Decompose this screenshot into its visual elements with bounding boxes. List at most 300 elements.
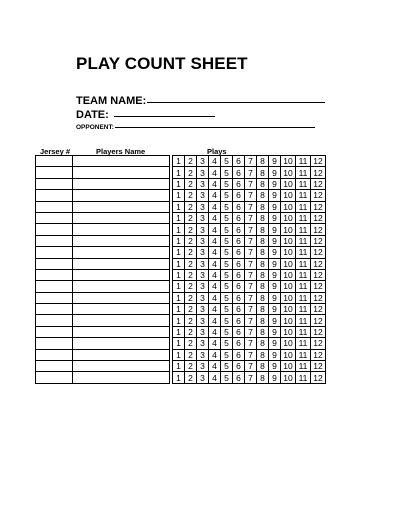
play-number-cell[interactable]: 10 [281, 304, 296, 315]
play-number-cell[interactable]: 1 [173, 235, 185, 246]
play-number-cell[interactable]: 4 [209, 258, 221, 269]
play-number-cell[interactable]: 12 [311, 315, 326, 326]
play-number-cell[interactable]: 4 [209, 156, 221, 167]
play-number-cell[interactable]: 9 [269, 201, 281, 212]
play-number-cell[interactable]: 4 [209, 269, 221, 280]
play-number-cell[interactable]: 9 [269, 361, 281, 372]
opponent-label: OPPONENT: [76, 124, 114, 131]
play-number-cell[interactable]: 9 [269, 304, 281, 315]
play-number-cell[interactable]: 5 [221, 190, 233, 201]
play-number-cell[interactable]: 6 [233, 281, 245, 292]
play-number-cell[interactable]: 5 [221, 361, 233, 372]
play-number-cell[interactable]: 10 [281, 178, 296, 189]
jersey-cell[interactable] [36, 212, 73, 223]
play-number-cell[interactable]: 7 [245, 315, 257, 326]
jersey-cell[interactable] [36, 361, 73, 372]
jersey-cell[interactable] [36, 292, 73, 303]
play-number-cell[interactable]: 3 [197, 326, 209, 337]
play-number-cell[interactable]: 8 [257, 304, 269, 315]
player-name-cell[interactable] [73, 361, 170, 372]
table-row [36, 326, 326, 337]
jersey-cell[interactable] [36, 258, 73, 269]
player-name-cell[interactable] [73, 201, 170, 212]
jersey-cell[interactable] [36, 269, 73, 280]
play-number-cell[interactable]: 9 [269, 281, 281, 292]
play-number-cell[interactable]: 8 [257, 372, 269, 383]
player-name-cell[interactable] [73, 156, 170, 167]
play-number-cell[interactable]: 7 [245, 178, 257, 189]
play-number-cell[interactable]: 4 [209, 235, 221, 246]
play-number-cell[interactable]: 1 [173, 292, 185, 303]
play-number-cell[interactable]: 1 [173, 304, 185, 315]
play-number-cell[interactable]: 6 [233, 361, 245, 372]
play-number-cell[interactable]: 2 [185, 167, 197, 178]
jersey-cell[interactable] [36, 372, 73, 383]
play-number-cell[interactable]: 10 [281, 372, 296, 383]
play-number-cell[interactable]: 6 [233, 167, 245, 178]
play-number-cell[interactable]: 11 [296, 224, 311, 235]
play-number-cell[interactable]: 2 [185, 224, 197, 235]
play-number-cell[interactable]: 10 [281, 315, 296, 326]
play-number-cell[interactable]: 9 [269, 156, 281, 167]
jersey-cell[interactable] [36, 326, 73, 337]
jersey-cell[interactable] [36, 190, 73, 201]
play-number-cell[interactable]: 10 [281, 349, 296, 360]
play-number-cell[interactable]: 3 [197, 178, 209, 189]
player-name-cell[interactable] [73, 178, 170, 189]
play-number-cell[interactable]: 7 [245, 156, 257, 167]
play-number-cell[interactable]: 2 [185, 212, 197, 223]
play-number-cell[interactable]: 5 [221, 224, 233, 235]
play-number-cell[interactable]: 9 [269, 349, 281, 360]
table-row [36, 247, 326, 258]
play-number-cell[interactable]: 8 [257, 361, 269, 372]
play-number-cell[interactable]: 8 [257, 349, 269, 360]
play-number-cell[interactable]: 4 [209, 292, 221, 303]
play-number-cell[interactable]: 3 [197, 349, 209, 360]
play-number-cell[interactable]: 6 [233, 315, 245, 326]
play-number-cell[interactable]: 12 [311, 258, 326, 269]
play-number-cell[interactable]: 11 [296, 338, 311, 349]
play-number-cell[interactable]: 9 [269, 326, 281, 337]
play-number-cell[interactable]: 7 [245, 349, 257, 360]
play-number-cell[interactable]: 1 [173, 258, 185, 269]
play-number-cell[interactable]: 12 [311, 178, 326, 189]
play-number-cell[interactable]: 2 [185, 190, 197, 201]
play-number-cell[interactable]: 2 [185, 361, 197, 372]
play-number-cell[interactable]: 6 [233, 269, 245, 280]
play-number-cell[interactable]: 2 [185, 338, 197, 349]
play-number-cell[interactable]: 9 [269, 372, 281, 383]
play-number-cell[interactable]: 7 [245, 269, 257, 280]
play-number-cell[interactable]: 5 [221, 372, 233, 383]
player-name-cell[interactable] [73, 212, 170, 223]
play-number-cell[interactable]: 4 [209, 349, 221, 360]
play-number-cell[interactable]: 2 [185, 372, 197, 383]
play-number-cell[interactable]: 5 [221, 235, 233, 246]
play-number-cell[interactable]: 4 [209, 178, 221, 189]
play-number-cell[interactable]: 9 [269, 338, 281, 349]
play-count-table [35, 155, 326, 384]
play-number-cell[interactable]: 2 [185, 235, 197, 246]
play-number-cell[interactable]: 8 [257, 269, 269, 280]
play-number-cell[interactable]: 8 [257, 281, 269, 292]
play-number-cell[interactable]: 11 [296, 304, 311, 315]
play-number-cell[interactable]: 7 [245, 167, 257, 178]
page-title: PLAY COUNT SHEET [76, 54, 248, 73]
play-number-cell[interactable]: 6 [233, 190, 245, 201]
play-number-cell[interactable]: 3 [197, 190, 209, 201]
jersey-cell[interactable] [36, 304, 73, 315]
play-number-cell[interactable]: 5 [221, 281, 233, 292]
play-number-cell[interactable]: 5 [221, 167, 233, 178]
play-number-cell[interactable]: 8 [257, 315, 269, 326]
play-number-cell[interactable]: 8 [257, 292, 269, 303]
jersey-cell[interactable] [36, 201, 73, 212]
play-number-cell[interactable]: 3 [197, 212, 209, 223]
play-number-cell[interactable]: 9 [269, 258, 281, 269]
play-number-cell[interactable]: 7 [245, 326, 257, 337]
play-number-cell[interactable]: 2 [185, 178, 197, 189]
play-number-cell[interactable]: 10 [281, 235, 296, 246]
play-number-cell[interactable]: 4 [209, 315, 221, 326]
play-number-cell[interactable]: 7 [245, 338, 257, 349]
jersey-cell[interactable] [36, 338, 73, 349]
play-number-cell[interactable]: 8 [257, 212, 269, 223]
play-number-cell[interactable]: 3 [197, 361, 209, 372]
play-number-cell[interactable]: 9 [269, 167, 281, 178]
play-number-cell[interactable]: 5 [221, 258, 233, 269]
jersey-cell[interactable] [36, 315, 73, 326]
play-number-cell[interactable]: 9 [269, 178, 281, 189]
play-number-cell[interactable]: 3 [197, 292, 209, 303]
jersey-cell[interactable] [36, 167, 73, 178]
play-number-cell[interactable]: 7 [245, 281, 257, 292]
play-number-cell[interactable]: 1 [173, 178, 185, 189]
player-name-cell[interactable] [73, 167, 170, 178]
play-number-cell[interactable]: 4 [209, 361, 221, 372]
play-number-cell[interactable]: 3 [197, 269, 209, 280]
jersey-cell[interactable] [36, 178, 73, 189]
play-number-cell[interactable]: 4 [209, 201, 221, 212]
play-number-cell[interactable]: 5 [221, 292, 233, 303]
play-number-cell[interactable]: 8 [257, 178, 269, 189]
play-number-cell[interactable]: 8 [257, 258, 269, 269]
play-number-cell[interactable]: 12 [311, 281, 326, 292]
jersey-cell[interactable] [36, 156, 73, 167]
play-number-cell[interactable]: 9 [269, 247, 281, 258]
play-number-cell[interactable]: 6 [233, 201, 245, 212]
play-number-cell[interactable]: 1 [173, 281, 185, 292]
play-number-cell[interactable]: 9 [269, 269, 281, 280]
play-number-cell[interactable]: 5 [221, 349, 233, 360]
play-number-cell[interactable]: 12 [311, 201, 326, 212]
play-number-cell[interactable]: 11 [296, 372, 311, 383]
play-number-cell[interactable]: 6 [233, 349, 245, 360]
play-number-cell[interactable]: 11 [296, 349, 311, 360]
play-number-cell[interactable]: 10 [281, 156, 296, 167]
jersey-cell[interactable] [36, 235, 73, 246]
play-number-cell[interactable]: 5 [221, 212, 233, 223]
play-number-cell[interactable]: 8 [257, 235, 269, 246]
play-number-cell[interactable]: 12 [311, 292, 326, 303]
team-name-field[interactable] [76, 95, 325, 107]
play-number-cell[interactable]: 8 [257, 156, 269, 167]
play-number-cell[interactable]: 2 [185, 349, 197, 360]
play-number-cell[interactable]: 7 [245, 235, 257, 246]
table-row [36, 201, 326, 212]
play-number-cell[interactable]: 5 [221, 315, 233, 326]
play-number-cell[interactable]: 12 [311, 212, 326, 223]
play-number-cell[interactable]: 4 [209, 338, 221, 349]
play-number-cell[interactable]: 1 [173, 224, 185, 235]
play-number-cell[interactable]: 11 [296, 315, 311, 326]
play-number-cell[interactable]: 7 [245, 201, 257, 212]
player-name-cell[interactable] [73, 315, 170, 326]
play-number-cell[interactable]: 9 [269, 224, 281, 235]
play-number-cell[interactable]: 2 [185, 304, 197, 315]
play-number-cell[interactable]: 12 [311, 361, 326, 372]
play-number-cell[interactable]: 1 [173, 167, 185, 178]
play-number-cell[interactable]: 3 [197, 315, 209, 326]
play-number-cell[interactable]: 4 [209, 304, 221, 315]
play-number-cell[interactable]: 7 [245, 224, 257, 235]
play-number-cell[interactable]: 1 [173, 201, 185, 212]
play-number-cell[interactable]: 6 [233, 156, 245, 167]
play-number-cell[interactable]: 3 [197, 247, 209, 258]
play-number-cell[interactable]: 11 [296, 235, 311, 246]
play-number-cell[interactable]: 1 [173, 338, 185, 349]
play-number-cell[interactable]: 3 [197, 338, 209, 349]
play-number-cell[interactable]: 5 [221, 178, 233, 189]
play-number-cell[interactable]: 4 [209, 326, 221, 337]
play-number-cell[interactable]: 3 [197, 281, 209, 292]
play-number-cell[interactable]: 3 [197, 201, 209, 212]
play-number-cell[interactable]: 9 [269, 212, 281, 223]
play-number-cell[interactable]: 11 [296, 167, 311, 178]
play-number-cell[interactable]: 12 [311, 372, 326, 383]
play-number-cell[interactable]: 4 [209, 281, 221, 292]
table-row [36, 212, 326, 223]
play-number-cell[interactable]: 10 [281, 269, 296, 280]
play-number-cell[interactable]: 12 [311, 167, 326, 178]
play-number-cell[interactable]: 11 [296, 269, 311, 280]
player-name-cell[interactable] [73, 224, 170, 235]
play-number-cell[interactable]: 1 [173, 269, 185, 280]
play-number-cell[interactable]: 11 [296, 361, 311, 372]
play-number-cell[interactable]: 2 [185, 247, 197, 258]
play-number-cell[interactable]: 5 [221, 201, 233, 212]
play-number-cell[interactable]: 12 [311, 247, 326, 258]
player-name-cell[interactable] [73, 349, 170, 360]
table-row [36, 292, 326, 303]
play-number-cell[interactable]: 11 [296, 190, 311, 201]
play-number-cell[interactable]: 12 [311, 269, 326, 280]
table-row [36, 190, 326, 201]
play-number-cell[interactable]: 7 [245, 372, 257, 383]
play-number-cell[interactable]: 5 [221, 156, 233, 167]
play-number-cell[interactable]: 4 [209, 224, 221, 235]
opponent-field[interactable] [76, 124, 315, 131]
play-number-cell[interactable]: 6 [233, 178, 245, 189]
play-number-cell[interactable]: 10 [281, 190, 296, 201]
player-name-cell[interactable] [73, 258, 170, 269]
player-name-cell[interactable] [73, 235, 170, 246]
jersey-cell[interactable] [36, 349, 73, 360]
play-number-cell[interactable]: 7 [245, 292, 257, 303]
play-number-cell[interactable]: 10 [281, 212, 296, 223]
play-number-cell[interactable]: 1 [173, 190, 185, 201]
play-number-cell[interactable]: 8 [257, 224, 269, 235]
play-number-cell[interactable]: 11 [296, 212, 311, 223]
play-number-cell[interactable]: 3 [197, 156, 209, 167]
play-number-cell[interactable]: 12 [311, 224, 326, 235]
player-name-cell[interactable] [73, 247, 170, 258]
play-number-cell[interactable]: 8 [257, 247, 269, 258]
play-number-cell[interactable]: 9 [269, 292, 281, 303]
play-number-cell[interactable]: 3 [197, 167, 209, 178]
date-label: DATE: [76, 109, 109, 121]
jersey-cell[interactable] [36, 281, 73, 292]
play-number-cell[interactable]: 8 [257, 190, 269, 201]
play-number-cell[interactable]: 1 [173, 156, 185, 167]
play-number-cell[interactable]: 2 [185, 269, 197, 280]
play-number-cell[interactable]: 6 [233, 235, 245, 246]
player-name-cell[interactable] [73, 326, 170, 337]
play-number-cell[interactable]: 10 [281, 258, 296, 269]
play-number-cell[interactable]: 10 [281, 338, 296, 349]
play-number-cell[interactable]: 10 [281, 361, 296, 372]
play-number-cell[interactable]: 6 [233, 304, 245, 315]
play-number-cell[interactable]: 3 [197, 372, 209, 383]
play-number-cell[interactable]: 1 [173, 326, 185, 337]
play-number-cell[interactable]: 4 [209, 247, 221, 258]
play-number-cell[interactable]: 9 [269, 235, 281, 246]
player-name-cell[interactable] [73, 372, 170, 383]
play-number-cell[interactable]: 11 [296, 178, 311, 189]
play-number-cell[interactable]: 6 [233, 338, 245, 349]
player-name-cell[interactable] [73, 190, 170, 201]
play-number-cell[interactable]: 6 [233, 247, 245, 258]
play-number-cell[interactable]: 6 [233, 372, 245, 383]
play-number-cell[interactable]: 5 [221, 269, 233, 280]
date-line[interactable] [114, 115, 215, 117]
play-number-cell[interactable]: 10 [281, 281, 296, 292]
team-name-line[interactable] [147, 101, 325, 103]
date-field[interactable] [76, 109, 215, 121]
player-name-cell[interactable] [73, 281, 170, 292]
play-number-cell[interactable]: 12 [311, 349, 326, 360]
play-number-cell[interactable]: 4 [209, 167, 221, 178]
play-number-cell[interactable]: 1 [173, 349, 185, 360]
play-number-cell[interactable]: 8 [257, 338, 269, 349]
play-number-cell[interactable]: 10 [281, 167, 296, 178]
play-number-cell[interactable]: 3 [197, 304, 209, 315]
play-number-cell[interactable]: 2 [185, 326, 197, 337]
play-number-cell[interactable]: 8 [257, 201, 269, 212]
play-number-cell[interactable]: 2 [185, 156, 197, 167]
table-row [36, 156, 326, 167]
play-number-cell[interactable]: 4 [209, 212, 221, 223]
play-number-cell[interactable]: 7 [245, 361, 257, 372]
play-number-cell[interactable]: 3 [197, 224, 209, 235]
play-number-cell[interactable]: 10 [281, 247, 296, 258]
play-number-cell[interactable]: 12 [311, 190, 326, 201]
play-number-cell[interactable]: 1 [173, 247, 185, 258]
play-number-cell[interactable]: 6 [233, 292, 245, 303]
play-number-cell[interactable]: 11 [296, 281, 311, 292]
play-number-cell[interactable]: 11 [296, 258, 311, 269]
play-number-cell[interactable]: 1 [173, 361, 185, 372]
play-number-cell[interactable]: 9 [269, 315, 281, 326]
play-number-cell[interactable]: 1 [173, 315, 185, 326]
play-number-cell[interactable]: 3 [197, 258, 209, 269]
play-number-cell[interactable]: 10 [281, 326, 296, 337]
play-number-cell[interactable]: 7 [245, 247, 257, 258]
play-number-cell[interactable]: 11 [296, 247, 311, 258]
player-name-cell[interactable] [73, 269, 170, 280]
player-name-cell[interactable] [73, 304, 170, 315]
play-number-cell[interactable]: 11 [296, 156, 311, 167]
jersey-cell[interactable] [36, 247, 73, 258]
table-row [36, 235, 326, 246]
play-number-cell[interactable]: 7 [245, 304, 257, 315]
play-number-cell[interactable]: 7 [245, 190, 257, 201]
play-number-cell[interactable]: 2 [185, 315, 197, 326]
play-number-cell[interactable]: 6 [233, 258, 245, 269]
play-number-cell[interactable]: 2 [185, 258, 197, 269]
play-number-cell[interactable]: 3 [197, 235, 209, 246]
play-number-cell[interactable]: 2 [185, 201, 197, 212]
play-number-cell[interactable]: 11 [296, 292, 311, 303]
play-number-cell[interactable]: 1 [173, 212, 185, 223]
play-number-cell[interactable]: 11 [296, 326, 311, 337]
player-name-cell[interactable] [73, 292, 170, 303]
play-number-cell[interactable]: 8 [257, 167, 269, 178]
table-row [36, 258, 326, 269]
play-number-cell[interactable]: 7 [245, 258, 257, 269]
play-number-cell[interactable]: 4 [209, 372, 221, 383]
player-name-cell[interactable] [73, 338, 170, 349]
play-number-cell[interactable]: 12 [311, 156, 326, 167]
play-number-cell[interactable]: 12 [311, 235, 326, 246]
play-number-cell[interactable]: 4 [209, 190, 221, 201]
opponent-line[interactable] [115, 126, 315, 128]
play-number-cell[interactable]: 10 [281, 201, 296, 212]
play-number-cell[interactable]: 2 [185, 281, 197, 292]
play-number-cell[interactable]: 6 [233, 224, 245, 235]
play-number-cell[interactable]: 5 [221, 338, 233, 349]
play-number-cell[interactable]: 11 [296, 201, 311, 212]
play-number-cell[interactable]: 8 [257, 326, 269, 337]
play-number-cell[interactable]: 12 [311, 304, 326, 315]
play-number-cell[interactable]: 1 [173, 372, 185, 383]
play-number-cell[interactable]: 5 [221, 326, 233, 337]
play-number-cell[interactable]: 5 [221, 304, 233, 315]
play-number-cell[interactable]: 7 [245, 212, 257, 223]
play-number-cell[interactable]: 12 [311, 326, 326, 337]
play-number-cell[interactable]: 5 [221, 247, 233, 258]
play-number-cell[interactable]: 6 [233, 212, 245, 223]
jersey-cell[interactable] [36, 224, 73, 235]
play-number-cell[interactable]: 12 [311, 338, 326, 349]
play-number-cell[interactable]: 2 [185, 292, 197, 303]
play-number-cell[interactable]: 10 [281, 224, 296, 235]
play-number-cell[interactable]: 9 [269, 190, 281, 201]
play-number-cell[interactable]: 6 [233, 326, 245, 337]
play-number-cell[interactable]: 10 [281, 292, 296, 303]
table-row [36, 224, 326, 235]
